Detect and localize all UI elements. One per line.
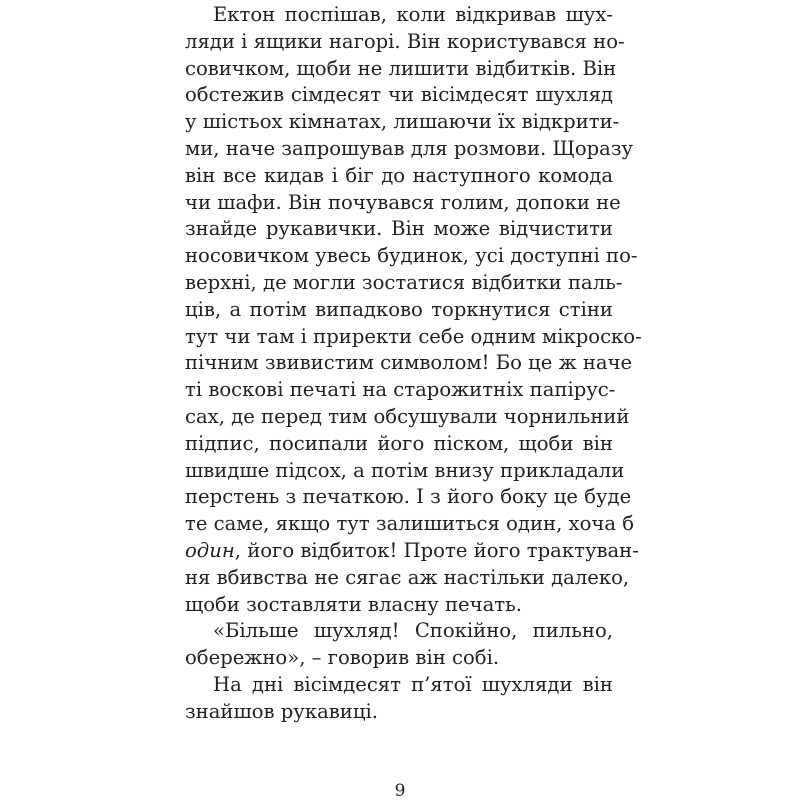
text-line: ців, а потім випадково торкнутися стіни bbox=[185, 297, 613, 321]
text-line: чи шафи. Він почувався голим, допоки не bbox=[185, 190, 621, 214]
text-line: Ектон поспішав, коли відкривав шух- bbox=[213, 3, 613, 26]
text-line: ляди і ящики нагорі. Він користувався но- bbox=[185, 29, 625, 53]
text-line: обережно», – говорив він собі. bbox=[185, 646, 500, 670]
text-line: совичком, щоби не лишити відбитків. Він bbox=[185, 56, 617, 80]
text-line: щоби зоставляти власну печать. bbox=[185, 592, 523, 616]
italic-word: один bbox=[185, 539, 235, 562]
text-line: ті воскові печаті на старожитніх папірус- bbox=[185, 378, 616, 402]
text-line: перстень з печаткою. І з його боку це буде bbox=[185, 485, 632, 509]
text-line-rest: , його відбиток! Проте його трактуван- bbox=[234, 539, 639, 562]
text-line: ми, наче запрошував для розмови. Щоразу bbox=[185, 137, 634, 160]
text-line: підпис, посипали його піском, щоби він bbox=[185, 431, 613, 455]
text-line: сах, де перед тим обсушували чорнильний bbox=[185, 405, 630, 428]
text-line bbox=[185, 538, 639, 565]
text-line: верхні, де могли зостатися відбитки паль- bbox=[185, 271, 623, 294]
text-line: обстежив сімдесят чи вісімдесят шухляд bbox=[185, 83, 613, 107]
text-line: ня вбивства не сягає аж настільки далеко, bbox=[185, 565, 630, 589]
text-line: швидше підсох, а потім внизу прикладали bbox=[185, 458, 625, 482]
text-line: знайде рукавички. Він може відчистити bbox=[185, 217, 613, 241]
text-line: тут чи там і приректи себе одним мікроско- bbox=[185, 324, 642, 348]
text-line: у шістьох кімнатах, лишаючи їх відкрити- bbox=[185, 110, 620, 134]
text-line: «Більше шухляд! Спокійно, пильно, bbox=[213, 619, 613, 643]
text-line: те саме, якщо тут залишиться один, хоча б bbox=[185, 512, 635, 536]
page-number: 9 bbox=[394, 781, 406, 801]
text-line: знайшов рукавиці. bbox=[185, 699, 378, 723]
text-line: На дні вісімдесят п’ятої шухляди він bbox=[213, 673, 613, 696]
text-line: пічним звивистим символом! Бо це ж наче bbox=[185, 351, 633, 375]
text-line: носовичком увесь будинок, усі доступні по- bbox=[185, 244, 638, 268]
text-line: він все кидав і біг до наступного комода bbox=[185, 163, 613, 187]
